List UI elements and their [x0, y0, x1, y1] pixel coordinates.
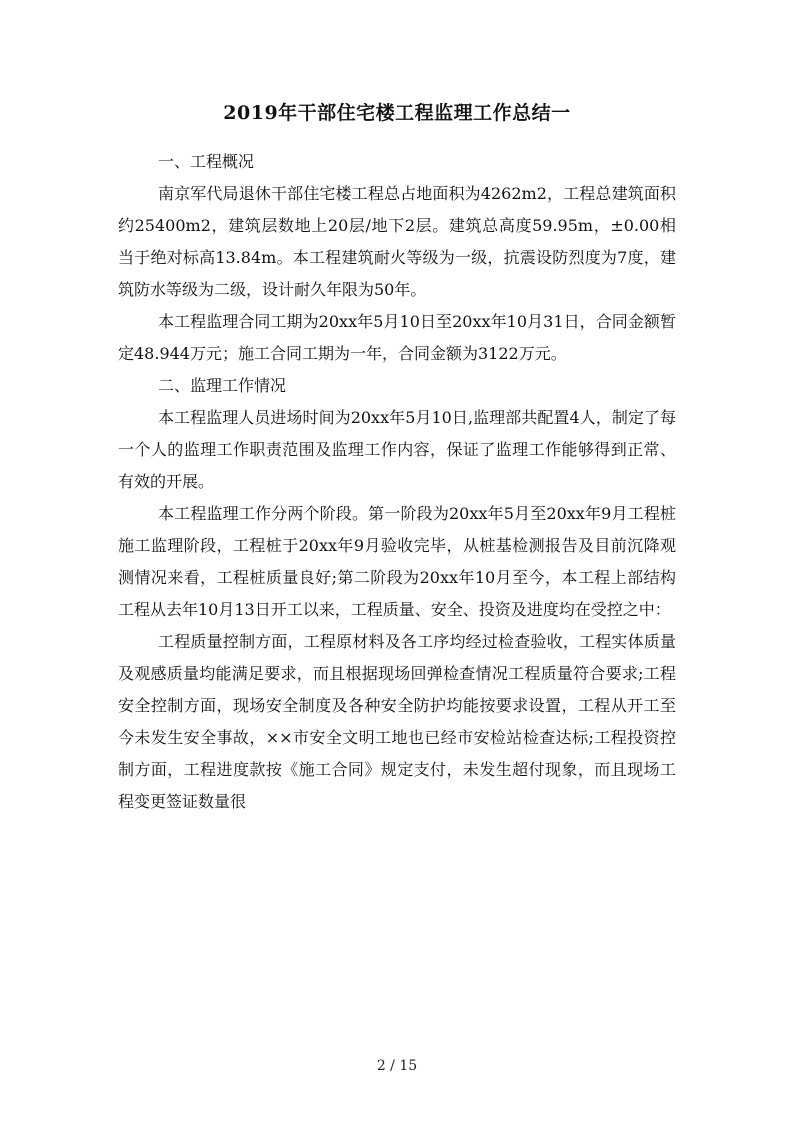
paragraph-staffing: 本工程监理人员进场时间为20xx年5月10日,监理部共配置4人，制定了每一个人的监理工作职责范围及监理工作内容，保证了监理工作能够得到正常、有效的开展。 [118, 408, 676, 491]
paragraph-quality-safety-cost: 工程质量控制方面，工程原材料及各工序均经过检查验收，工程实体质量及观感质量均能满足要求，而且根据现场回弹检查情况工程质量符合要求;工程安全控制方面，现场安全制度及各种安全防护均能按要求设置，工程从开工至今未发生安全事故，××市安全文明工地也已经市安检站检查达标;工程投资控制方面，工程进度款按《施工合同》规定支付，未发生超付现象，而且现场工程变更签证数量很 [118, 632, 676, 811]
section-heading-overview: 一、工程概况 [158, 152, 255, 171]
document-title: 2019年干部住宅楼工程监理工作总结一 [223, 102, 571, 124]
document-body [118, 146, 676, 818]
paragraph-contract-terms: 本工程监理合同工期为20xx年5月10日至20xx年10月31日，合同金额暂定48.944万元；施工合同工期为一年，合同金额为3122万元。 [118, 312, 676, 363]
paragraph-stages: 本工程监理工作分两个阶段。第一阶段为20xx年5月至20xx年9月工程桩施工监理阶段，工程桩于20xx年9月验收完毕，从桩基检测报告及目前沉降观测情况来看，工程桩质量良好;第二阶段为20xx年10月至今，本工程上部结构工程从去年10月13日开工以来，工程质量、安全、投资及进度均在受控之中： [118, 504, 676, 619]
section-heading-supervision: 二、监理工作情况 [158, 376, 287, 395]
page-number: 2 / 15 [376, 1058, 418, 1074]
paragraph-project-overview: 南京军代局退休干部住宅楼工程总占地面积为4262m2，工程总建筑面积约25400m2，建筑层数地上20层/地下2层。建筑总高度59.95m，±0.00相当于绝对标高13.84m。本工程建筑耐火等级为一级，抗震设防烈度为7度，建筑防水等级为二级，设计耐久年限为50年。 [118, 184, 676, 299]
